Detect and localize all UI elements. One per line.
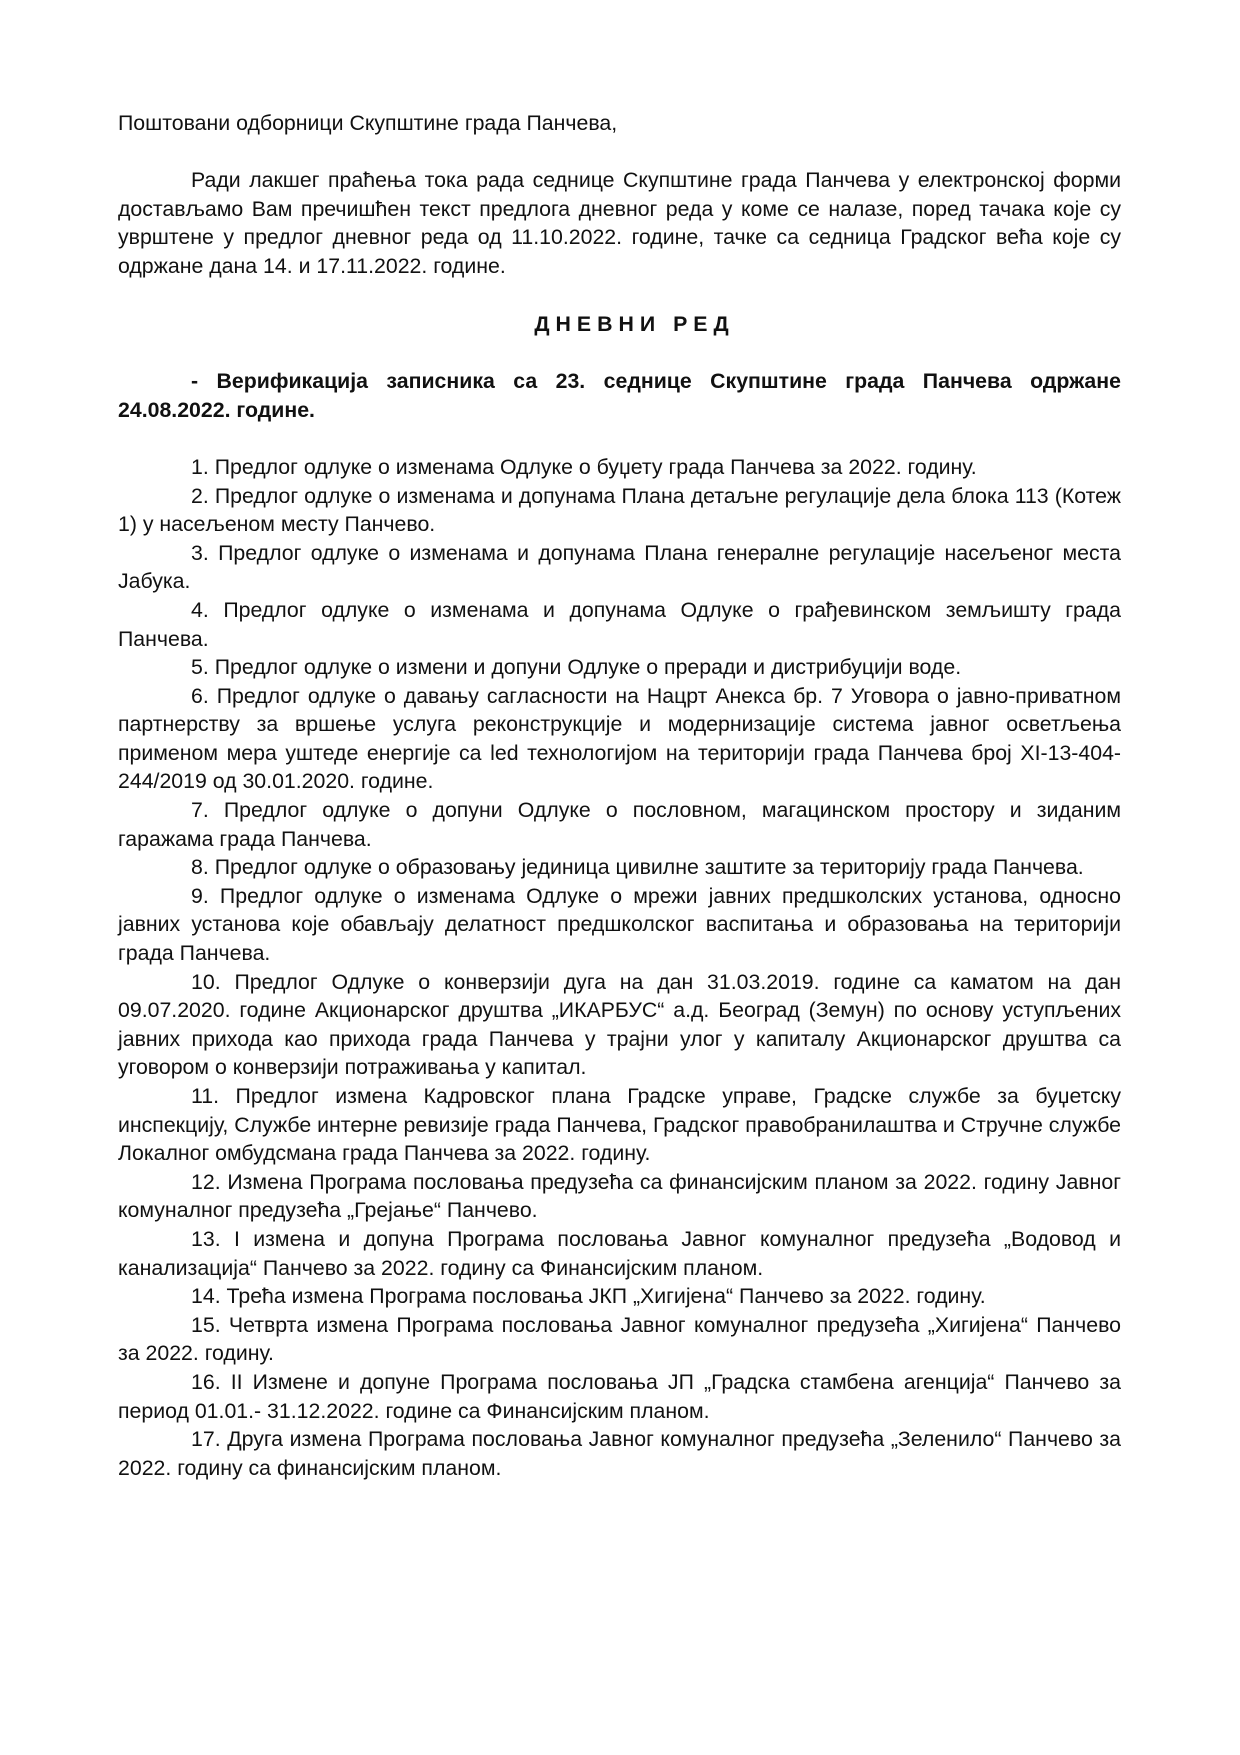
agenda-item <box>118 539 1121 596</box>
item-number: 13. <box>191 1226 221 1251</box>
agenda-item <box>118 682 1121 796</box>
item-text: Трећа измена Програма пословања ЈКП „Хигијена“ Панчево за 2022. годину. <box>226 1284 986 1309</box>
item-number: 11. <box>191 1084 220 1108</box>
item-number: 9. <box>191 883 209 908</box>
item-text: Предлог одлуке о допуни Одлуке о пословном, магацинском простору и зиданим гаражама града Панчева. <box>118 798 1121 851</box>
item-text: I измена и допуна Програма пословања Јавног комуналног предузећа „Водовод и канализација“ Панчево за 2022. годину са Финансијским планом. <box>118 1226 1121 1280</box>
item-number: 4. <box>191 597 209 622</box>
item-text: Предлог одлуке о изменама и допунама Плана детаљне регулације дела блока 113 (Котеж 1) у насељеном месту Панчево. <box>118 483 1121 537</box>
item-text: Предлог одлуке о изменама Одлуке о буџету града Панчева за 2022. годину. <box>214 454 977 479</box>
agenda-item <box>118 1425 1121 1482</box>
agenda-item <box>118 796 1121 853</box>
item-text: Четврта измена Програма пословања Јавног комуналног предузећа „Хигијена“ Панчево за 2022. годину. <box>118 1312 1121 1366</box>
agenda-item <box>118 882 1121 968</box>
intro-paragraph: Ради лакшег праћења тока рада седнице Скупштине града Панчева у електронској форми достављамо Вам пречишћен текст предлога дневног реда у коме се налазе, поред тачака које су уврштене у предлог дневног реда од 11.10.2022. године, тачке са седница Градског већа које су одржане дана 14. и 17.11.2022. године. <box>118 168 1121 278</box>
agenda-item <box>118 1082 1121 1168</box>
document-page <box>118 109 1121 1482</box>
item-number: 3. <box>191 540 209 565</box>
agenda-item <box>118 1168 1121 1225</box>
agenda-item <box>118 853 1121 882</box>
item-text: Предлог Одлуке о конверзији дуга на дан 31.03.2019. године са каматом на дан 09.07.2020. године Акционарског друштва „ИКАРБУС“ а.д. Београд (Земун) по основу уступљених јавних прихода као прихода града Панчева у трајни улог у капиталу Акционарског друштва са уговором о конверзији потраживања у капитал. <box>118 969 1121 1080</box>
item-text: Друга измена Програма пословања Јавног комуналног предузећа „Зеленило“ Панчево за 2022. годину са финансијским планом. <box>118 1427 1121 1480</box>
agenda-item <box>118 482 1121 539</box>
agenda-item <box>118 596 1121 653</box>
item-text: II Измене и допуне Програма пословања ЈП „Градска стамбена агенција“ Панчево за период 01.01.- 31.12.2022. године са Финансијским планом. <box>118 1369 1121 1423</box>
item-text: Предлог одлуке о давању сагласности на Нацрт Анекса бр. 7 Уговора о јавно-приватном партнерству за вршење услуга реконструкције и модернизације система јавног осветљења применом мера уштеде енергије са led технологијом на територији града Панчева број XI-13-404-244/2019 од 30.01.2020. године. <box>118 683 1122 794</box>
item-number: 17. <box>191 1427 221 1452</box>
item-number: 1. <box>191 454 209 479</box>
item-number: 7. <box>191 798 209 823</box>
salutation: Поштовани одборници Скупштине града Панчева, <box>118 111 618 135</box>
agenda-heading: ДНЕВНИ РЕД <box>534 311 735 336</box>
agenda-item <box>118 1311 1121 1368</box>
item-number: 5. <box>191 655 209 680</box>
verification-item: - Верификација записника са 23. седнице Скупштине града Панчева одржане 24.08.2022. године. <box>118 369 1121 422</box>
item-text: Предлог одлуке о изменама Одлуке о мрежи јавних предшколских установа, односно јавних установа које обављају делатност предшколског васпитања и образовања на територији града Панчева. <box>118 883 1121 966</box>
agenda-item <box>118 653 1121 682</box>
item-number: 6. <box>191 683 209 708</box>
item-text: Измена Програма пословања предузећа са финансијским планом за 2022. годину Јавног комуналног предузећа „Грејање“ Панчево. <box>118 1169 1121 1223</box>
agenda-item <box>118 968 1121 1082</box>
item-text: Предлог одлуке о изменама и допунама Плана генералне регулације насељеног места Јабука. <box>118 540 1122 594</box>
item-number: 10. <box>191 969 221 994</box>
item-text: Предлог измена Кадровског плана Градске управе, Градске службе за буџетску инспекцију, Службе интерне ревизије града Панчева, Градског правобранилаштва и Стручне службе Локалног омбудсмана града Панчева за 2022. годину. <box>118 1084 1121 1166</box>
item-number: 14. <box>191 1284 221 1309</box>
item-number: 2. <box>191 483 209 508</box>
item-number: 15. <box>191 1312 221 1337</box>
agenda-item <box>118 453 1121 482</box>
agenda-item <box>118 1368 1121 1425</box>
item-text: Предлог одлуке о образовању јединица цивилне заштите за територију града Панчева. <box>214 855 1084 880</box>
item-number: 12. <box>191 1169 221 1194</box>
item-number: 16. <box>191 1369 221 1394</box>
item-number: 8. <box>191 855 209 880</box>
item-text: Предлог одлуке о измени и допуни Одлуке о преради и дистрибуцији воде. <box>214 655 962 680</box>
agenda-item <box>118 1282 1121 1311</box>
agenda-item <box>118 1225 1121 1282</box>
item-text: Предлог одлуке о изменама и допунама Одлуке о грађевинском земљишту града Панчева. <box>118 597 1121 651</box>
